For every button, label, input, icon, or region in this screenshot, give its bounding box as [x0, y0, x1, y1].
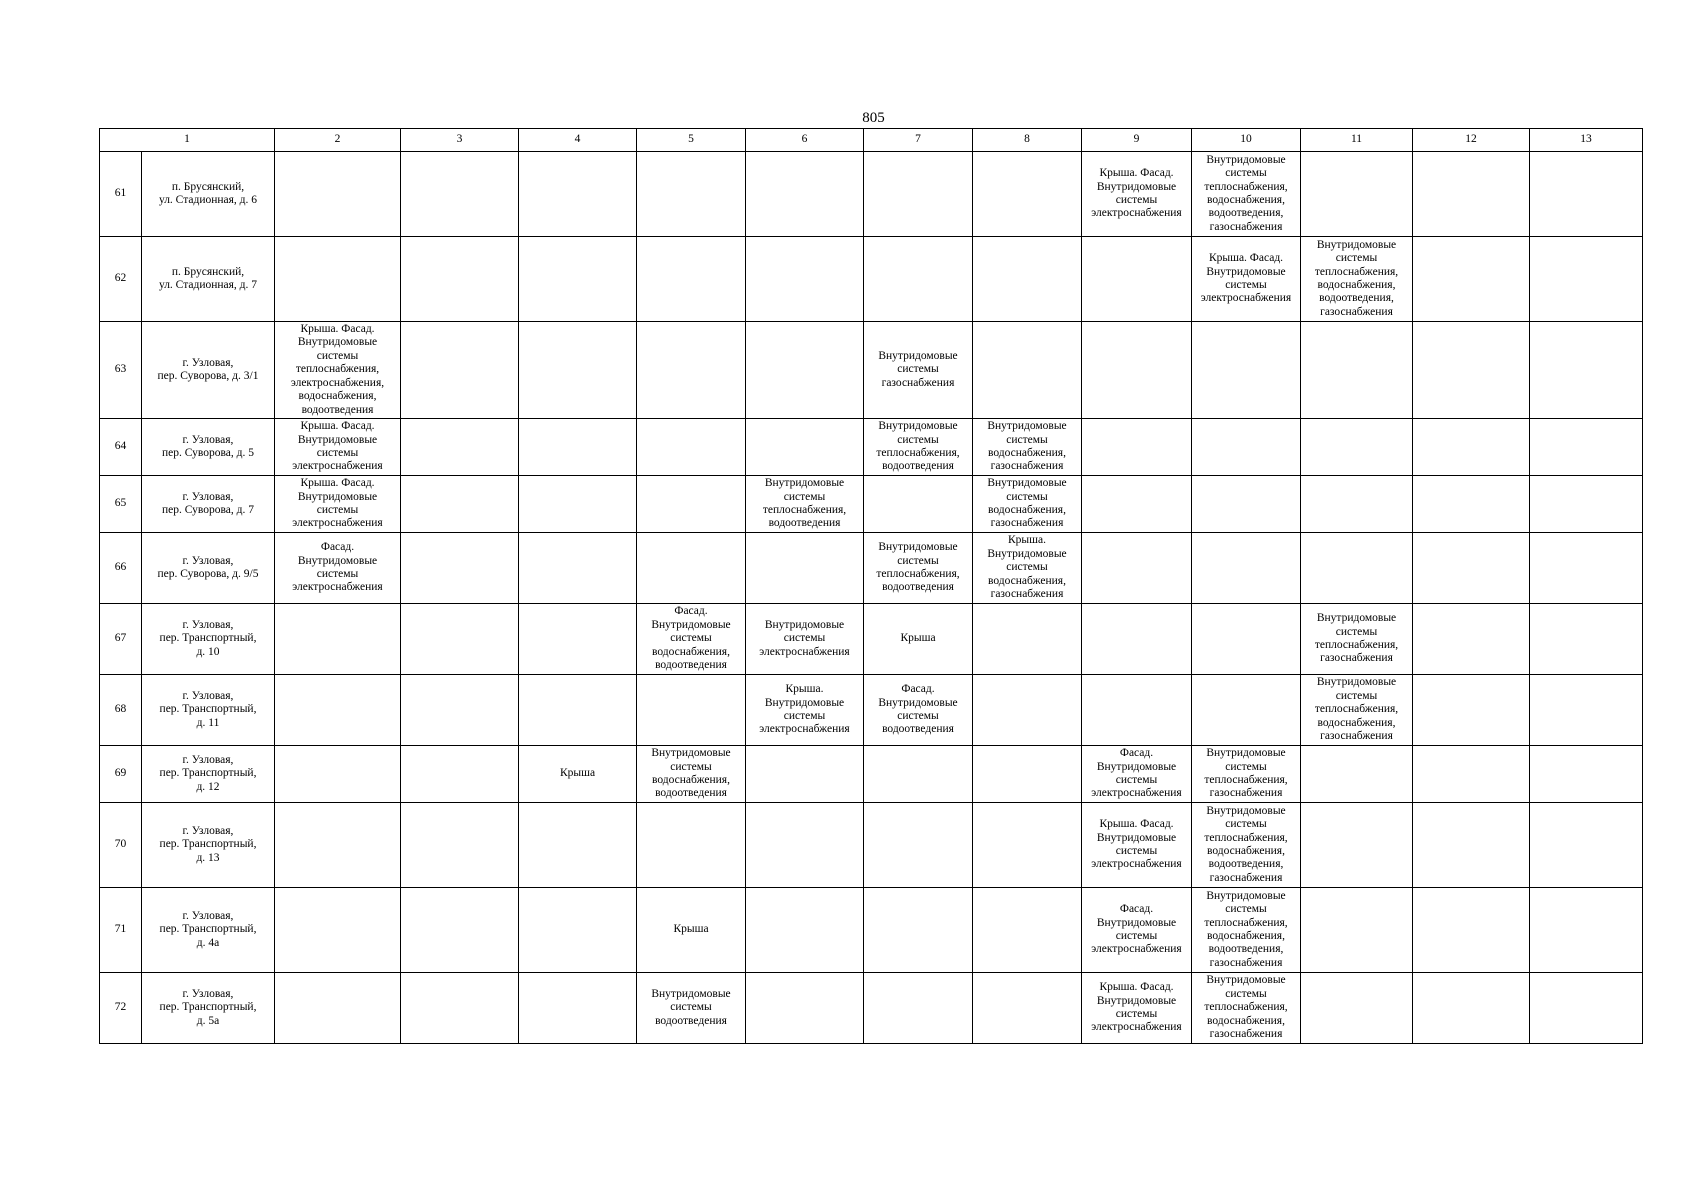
col-5-cell — [637, 152, 746, 237]
table-row — [100, 973, 1643, 1044]
row-number-cell: 70 — [100, 803, 142, 888]
col-10-cell: Внутридомовые системы теплоснабжения, газоснабжения — [1192, 746, 1301, 803]
column-header: 8 — [973, 129, 1082, 152]
col-6-cell — [746, 888, 864, 973]
col-2-cell: Крыша. Фасад. Внутридомовые системы электроснабжения — [275, 419, 401, 476]
column-header: 3 — [401, 129, 519, 152]
col-11-cell — [1301, 803, 1413, 888]
col-7-cell: Внутридомовые системы теплоснабжения, водоотведения — [864, 533, 973, 604]
column-header: 11 — [1301, 129, 1413, 152]
col-12-cell — [1413, 746, 1530, 803]
col-12-cell — [1413, 152, 1530, 237]
address-cell: п. Брусянский, ул. Стадионная, д. 7 — [142, 237, 275, 322]
col-9-cell: Фасад. Внутридомовые системы электроснабжения — [1082, 746, 1192, 803]
col-5-cell — [637, 803, 746, 888]
table-row — [100, 533, 1643, 604]
col-5-cell — [637, 675, 746, 746]
col-5-cell: Внутридомовые системы водоотведения — [637, 973, 746, 1044]
col-2-cell — [275, 973, 401, 1044]
table-row — [100, 746, 1643, 803]
column-header: 4 — [519, 129, 637, 152]
col-10-cell — [1192, 322, 1301, 419]
col-11-cell — [1301, 476, 1413, 533]
col-12-cell — [1413, 476, 1530, 533]
address-cell: г. Узловая, пер. Транспортный, д. 4а — [142, 888, 275, 973]
col-9-cell — [1082, 419, 1192, 476]
col-6-cell: Внутридомовые системы теплоснабжения, водоотведения — [746, 476, 864, 533]
col-8-cell: Внутридомовые системы водоснабжения, газоснабжения — [973, 419, 1082, 476]
col-12-cell — [1413, 604, 1530, 675]
col-2-cell — [275, 746, 401, 803]
col-2-cell — [275, 604, 401, 675]
col-3-cell — [401, 888, 519, 973]
table-body — [100, 129, 1643, 1044]
column-header: 6 — [746, 129, 864, 152]
col-13-cell — [1530, 533, 1643, 604]
col-12-cell — [1413, 675, 1530, 746]
address-cell: г. Узловая, пер. Транспортный, д. 5а — [142, 973, 275, 1044]
col-5-cell: Фасад. Внутридомовые системы водоснабжения, водоотведения — [637, 604, 746, 675]
row-number-cell: 69 — [100, 746, 142, 803]
col-2-cell — [275, 237, 401, 322]
table-row — [100, 152, 1643, 237]
row-number-cell: 66 — [100, 533, 142, 604]
table-row — [100, 237, 1643, 322]
col-12-cell — [1413, 533, 1530, 604]
col-7-cell — [864, 237, 973, 322]
table-row — [100, 322, 1643, 419]
col-13-cell — [1530, 419, 1643, 476]
column-header: 13 — [1530, 129, 1643, 152]
col-6-cell — [746, 152, 864, 237]
column-header: 10 — [1192, 129, 1301, 152]
address-cell: г. Узловая, пер. Транспортный, д. 10 — [142, 604, 275, 675]
col-2-cell: Крыша. Фасад. Внутридомовые системы электроснабжения — [275, 476, 401, 533]
col-5-cell — [637, 533, 746, 604]
col-7-cell: Внутридомовые системы теплоснабжения, водоотведения — [864, 419, 973, 476]
col-13-cell — [1530, 476, 1643, 533]
page-number: 805 — [862, 110, 885, 126]
col-7-cell: Внутридомовые системы газоснабжения — [864, 322, 973, 419]
col-4-cell — [519, 237, 637, 322]
col-10-cell: Внутридомовые системы теплоснабжения, водоснабжения, водоотведения, газоснабжения — [1192, 888, 1301, 973]
col-5-cell — [637, 476, 746, 533]
col-10-cell: Крыша. Фасад. Внутридомовые системы электроснабжения — [1192, 237, 1301, 322]
col-12-cell — [1413, 803, 1530, 888]
col-6-cell — [746, 973, 864, 1044]
col-7-cell: Крыша — [864, 604, 973, 675]
column-header: 1 — [100, 129, 275, 152]
col-2-cell — [275, 675, 401, 746]
col-6-cell — [746, 419, 864, 476]
col-11-cell — [1301, 973, 1413, 1044]
col-7-cell — [864, 476, 973, 533]
col-9-cell — [1082, 237, 1192, 322]
address-cell: г. Узловая, пер. Суворова, д. 7 — [142, 476, 275, 533]
col-3-cell — [401, 803, 519, 888]
table-row — [100, 675, 1643, 746]
address-cell: г. Узловая, пер. Суворова, д. 9/5 — [142, 533, 275, 604]
col-12-cell — [1413, 888, 1530, 973]
address-cell: г. Узловая, пер. Суворова, д. 3/1 — [142, 322, 275, 419]
col-9-cell — [1082, 322, 1192, 419]
col-7-cell — [864, 973, 973, 1044]
col-7-cell — [864, 803, 973, 888]
table-row — [100, 803, 1643, 888]
column-header: 9 — [1082, 129, 1192, 152]
col-9-cell — [1082, 533, 1192, 604]
col-13-cell — [1530, 746, 1643, 803]
row-number-cell: 65 — [100, 476, 142, 533]
col-8-cell — [973, 803, 1082, 888]
col-12-cell — [1413, 973, 1530, 1044]
col-4-cell — [519, 973, 637, 1044]
col-9-cell — [1082, 476, 1192, 533]
col-3-cell — [401, 152, 519, 237]
col-3-cell — [401, 675, 519, 746]
col-12-cell — [1413, 237, 1530, 322]
col-8-cell: Внутридомовые системы водоснабжения, газоснабжения — [973, 476, 1082, 533]
col-4-cell — [519, 152, 637, 237]
col-4-cell: Крыша — [519, 746, 637, 803]
col-2-cell: Крыша. Фасад. Внутридомовые системы теплоснабжения, электроснабжения, водоснабжения, водоотведения — [275, 322, 401, 419]
col-3-cell — [401, 419, 519, 476]
col-4-cell — [519, 803, 637, 888]
col-10-cell — [1192, 604, 1301, 675]
col-4-cell — [519, 675, 637, 746]
col-11-cell — [1301, 419, 1413, 476]
col-4-cell — [519, 888, 637, 973]
col-5-cell — [637, 419, 746, 476]
col-6-cell — [746, 803, 864, 888]
col-13-cell — [1530, 888, 1643, 973]
col-4-cell — [519, 476, 637, 533]
col-7-cell — [864, 152, 973, 237]
col-2-cell — [275, 803, 401, 888]
repair-schedule-table — [99, 128, 1643, 1044]
col-13-cell — [1530, 973, 1643, 1044]
col-3-cell — [401, 237, 519, 322]
col-8-cell — [973, 973, 1082, 1044]
col-2-cell — [275, 888, 401, 973]
col-13-cell — [1530, 152, 1643, 237]
col-4-cell — [519, 533, 637, 604]
row-number-cell: 72 — [100, 973, 142, 1044]
col-9-cell: Крыша. Фасад. Внутридомовые системы электроснабжения — [1082, 803, 1192, 888]
table-row — [100, 419, 1643, 476]
row-number-cell: 67 — [100, 604, 142, 675]
table-row — [100, 476, 1643, 533]
col-10-cell — [1192, 533, 1301, 604]
col-6-cell: Внутридомовые системы электроснабжения — [746, 604, 864, 675]
col-10-cell — [1192, 419, 1301, 476]
col-6-cell — [746, 533, 864, 604]
col-9-cell: Крыша. Фасад. Внутридомовые системы электроснабжения — [1082, 152, 1192, 237]
col-12-cell — [1413, 322, 1530, 419]
col-3-cell — [401, 533, 519, 604]
col-11-cell — [1301, 533, 1413, 604]
col-13-cell — [1530, 675, 1643, 746]
col-4-cell — [519, 604, 637, 675]
col-7-cell — [864, 746, 973, 803]
col-6-cell — [746, 322, 864, 419]
col-5-cell: Внутридомовые системы водоснабжения, водоотведения — [637, 746, 746, 803]
col-8-cell — [973, 746, 1082, 803]
col-10-cell: Внутридомовые системы теплоснабжения, водоснабжения, водоотведения, газоснабжения — [1192, 152, 1301, 237]
column-header: 12 — [1413, 129, 1530, 152]
col-5-cell: Крыша — [637, 888, 746, 973]
col-11-cell: Внутридомовые системы теплоснабжения, газоснабжения — [1301, 604, 1413, 675]
col-13-cell — [1530, 803, 1643, 888]
col-13-cell — [1530, 322, 1643, 419]
col-2-cell — [275, 152, 401, 237]
column-header: 7 — [864, 129, 973, 152]
col-10-cell: Внутридомовые системы теплоснабжения, водоснабжения, водоотведения, газоснабжения — [1192, 803, 1301, 888]
col-12-cell — [1413, 419, 1530, 476]
column-number-row — [100, 129, 1643, 152]
column-header: 2 — [275, 129, 401, 152]
col-8-cell — [973, 888, 1082, 973]
col-11-cell — [1301, 746, 1413, 803]
col-8-cell — [973, 237, 1082, 322]
column-header: 5 — [637, 129, 746, 152]
col-7-cell — [864, 888, 973, 973]
col-8-cell: Крыша. Внутридомовые системы водоснабжения, газоснабжения — [973, 533, 1082, 604]
col-9-cell — [1082, 675, 1192, 746]
col-3-cell — [401, 973, 519, 1044]
row-number-cell: 63 — [100, 322, 142, 419]
col-11-cell — [1301, 152, 1413, 237]
address-cell: г. Узловая, пер. Транспортный, д. 12 — [142, 746, 275, 803]
col-11-cell: Внутридомовые системы теплоснабжения, водоснабжения, газоснабжения — [1301, 675, 1413, 746]
col-7-cell: Фасад. Внутридомовые системы водоотведения — [864, 675, 973, 746]
col-6-cell — [746, 237, 864, 322]
col-3-cell — [401, 604, 519, 675]
row-number-cell: 64 — [100, 419, 142, 476]
col-10-cell — [1192, 675, 1301, 746]
col-11-cell — [1301, 888, 1413, 973]
col-13-cell — [1530, 237, 1643, 322]
table-row — [100, 604, 1643, 675]
col-13-cell — [1530, 604, 1643, 675]
row-number-cell: 61 — [100, 152, 142, 237]
col-8-cell — [973, 604, 1082, 675]
col-8-cell — [973, 675, 1082, 746]
col-8-cell — [973, 322, 1082, 419]
col-3-cell — [401, 746, 519, 803]
table-row — [100, 888, 1643, 973]
address-cell: г. Узловая, пер. Транспортный, д. 11 — [142, 675, 275, 746]
col-5-cell — [637, 237, 746, 322]
col-5-cell — [637, 322, 746, 419]
row-number-cell: 71 — [100, 888, 142, 973]
col-2-cell: Фасад. Внутридомовые системы электроснабжения — [275, 533, 401, 604]
col-9-cell: Фасад. Внутридомовые системы электроснабжения — [1082, 888, 1192, 973]
col-10-cell — [1192, 476, 1301, 533]
address-cell: г. Узловая, пер. Суворова, д. 5 — [142, 419, 275, 476]
col-6-cell — [746, 746, 864, 803]
col-8-cell — [973, 152, 1082, 237]
col-9-cell: Крыша. Фасад. Внутридомовые системы электроснабжения — [1082, 973, 1192, 1044]
col-11-cell — [1301, 322, 1413, 419]
col-3-cell — [401, 322, 519, 419]
row-number-cell: 68 — [100, 675, 142, 746]
col-6-cell: Крыша. Внутридомовые системы электроснабжения — [746, 675, 864, 746]
col-4-cell — [519, 419, 637, 476]
address-cell: г. Узловая, пер. Транспортный, д. 13 — [142, 803, 275, 888]
col-10-cell: Внутридомовые системы теплоснабжения, водоснабжения, газоснабжения — [1192, 973, 1301, 1044]
row-number-cell: 62 — [100, 237, 142, 322]
col-4-cell — [519, 322, 637, 419]
col-9-cell — [1082, 604, 1192, 675]
address-cell: п. Брусянский, ул. Стадионная, д. 6 — [142, 152, 275, 237]
col-11-cell: Внутридомовые системы теплоснабжения, водоснабжения, водоотведения, газоснабжения — [1301, 237, 1413, 322]
col-3-cell — [401, 476, 519, 533]
